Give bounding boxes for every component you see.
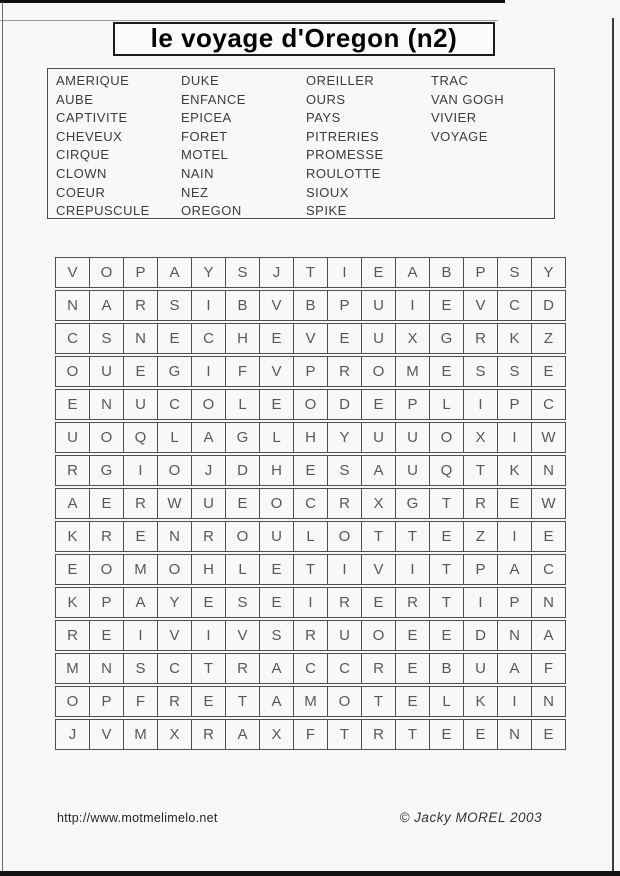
grid-cell: V [259,290,293,321]
grid-cell: J [55,719,89,750]
grid-cell: E [123,356,157,387]
grid-cell: E [429,620,463,651]
grid-cell: H [259,455,293,486]
grid-cell: I [327,257,361,288]
grid-cell: N [497,719,531,750]
word-column [306,72,431,221]
word: CREPUSCULE [56,203,150,219]
grid-cell: E [55,554,89,585]
grid-cell: N [531,587,566,618]
scan-edge-bottom [0,871,620,876]
word: EPICEA [181,110,232,126]
letter-grid-body [55,257,566,750]
grid-cell: L [157,422,191,453]
word: TRAC [431,73,469,88]
grid-cell: N [123,323,157,354]
grid-cell: P [89,686,123,717]
grid-cell: N [497,620,531,651]
grid-cell: B [225,290,259,321]
grid-cell: C [531,389,566,420]
grid-cell: E [259,389,293,420]
grid-row [55,257,566,288]
grid-cell: C [157,653,191,684]
grid-cell: C [157,389,191,420]
word: VOYAGE [431,128,488,144]
grid-cell: G [157,356,191,387]
website-url: http://www.motmelimelo.net [57,811,218,825]
word: NEZ [181,184,209,200]
grid-cell: L [429,686,463,717]
scan-edge-top [0,0,505,3]
grid-cell: H [293,422,327,453]
grid-cell: N [531,686,566,717]
grid-cell: P [89,587,123,618]
grid-cell: G [225,422,259,453]
grid-cell: A [497,653,531,684]
word: VIVIER [431,110,477,126]
grid-cell: L [293,521,327,552]
word: CIRQUE [56,147,110,163]
grid-cell: L [225,389,259,420]
grid-cell: A [225,719,259,750]
grid-cell: K [55,521,89,552]
scan-edge-left [2,2,3,871]
grid-cell: R [361,653,395,684]
word: COEUR [56,184,106,200]
grid-cell: V [55,257,89,288]
grid-cell: U [89,356,123,387]
grid-cell: S [259,620,293,651]
grid-cell: U [395,422,429,453]
grid-cell: J [259,257,293,288]
grid-cell: E [497,488,531,519]
grid-cell: O [327,686,361,717]
grid-cell: V [157,620,191,651]
grid-cell: R [463,323,497,354]
grid-cell: O [429,422,463,453]
grid-cell: E [191,587,225,618]
grid-cell: A [89,290,123,321]
grid-cell: R [123,488,157,519]
grid-row [55,653,566,684]
grid-cell: S [497,257,531,288]
grid-cell: C [531,554,566,585]
grid-cell: T [293,257,327,288]
grid-cell: E [429,521,463,552]
grid-cell: T [429,488,463,519]
grid-cell: O [55,356,89,387]
grid-cell: E [89,488,123,519]
grid-cell: R [395,587,429,618]
grid-row [55,389,566,420]
grid-cell: E [123,521,157,552]
grid-cell: P [497,587,531,618]
grid-cell: K [463,686,497,717]
grid-cell: H [191,554,225,585]
grid-cell: A [395,257,429,288]
grid-cell: I [395,554,429,585]
grid-cell: N [89,389,123,420]
grid-row [55,290,566,321]
word-list-box [47,68,555,219]
grid-cell: P [497,389,531,420]
grid-cell: O [259,488,293,519]
grid-cell: E [259,587,293,618]
grid-cell: E [293,455,327,486]
grid-cell: E [157,323,191,354]
grid-cell: U [191,488,225,519]
grid-row [55,587,566,618]
grid-cell: E [429,356,463,387]
grid-cell: D [225,455,259,486]
grid-cell: S [123,653,157,684]
grid-cell: O [361,356,395,387]
grid-cell: T [225,686,259,717]
grid-cell: E [429,290,463,321]
grid-cell: E [259,323,293,354]
grid-cell: O [89,554,123,585]
scan-artifact-line [0,20,498,21]
grid-cell: I [497,686,531,717]
grid-cell: D [327,389,361,420]
grid-cell: I [123,455,157,486]
grid-cell: R [191,521,225,552]
grid-cell: U [55,422,89,453]
word: PAYS [306,110,341,126]
word: CHEVEUX [56,128,123,144]
grid-cell: I [463,389,497,420]
grid-cell: A [531,620,566,651]
grid-cell: T [361,686,395,717]
grid-cell: E [191,686,225,717]
grid-cell: E [531,521,566,552]
word: VAN GOGH [431,91,505,107]
grid-cell: V [225,620,259,651]
grid-cell: M [293,686,327,717]
scan-edge-right [612,18,614,871]
grid-cell: U [395,455,429,486]
grid-cell: O [89,422,123,453]
grid-cell: I [191,620,225,651]
grid-cell: O [157,455,191,486]
page-title: le voyage d'Oregon (n2) [150,23,458,53]
grid-cell: S [497,356,531,387]
grid-row [55,422,566,453]
grid-cell: D [531,290,566,321]
grid-row [55,686,566,717]
grid-cell: S [463,356,497,387]
word: SIOUX [306,184,349,200]
grid-cell: T [463,455,497,486]
grid-cell: M [55,653,89,684]
grid-cell: N [157,521,191,552]
grid-cell: K [55,587,89,618]
grid-cell: I [191,290,225,321]
grid-cell: W [531,488,566,519]
grid-cell: A [497,554,531,585]
word-list [48,69,554,221]
grid-cell: T [327,719,361,750]
grid-cell: R [293,620,327,651]
grid-cell: R [361,719,395,750]
grid-cell: Z [463,521,497,552]
grid-cell: C [293,488,327,519]
grid-cell: E [463,719,497,750]
grid-cell: A [259,653,293,684]
grid-cell: R [463,488,497,519]
word: FORET [181,128,228,144]
grid-cell: G [395,488,429,519]
grid-cell: E [361,587,395,618]
grid-cell: I [293,587,327,618]
grid-cell: I [123,620,157,651]
grid-cell: T [191,653,225,684]
grid-cell: A [157,257,191,288]
grid-cell: M [123,554,157,585]
grid-cell: K [497,323,531,354]
grid-cell: Y [157,587,191,618]
grid-cell: N [531,455,566,486]
grid-cell: K [497,455,531,486]
grid-cell: U [463,653,497,684]
grid-cell: Y [191,257,225,288]
grid-cell: S [225,587,259,618]
grid-cell: P [463,554,497,585]
grid-cell: A [361,455,395,486]
grid-cell: E [89,620,123,651]
grid-cell: V [361,554,395,585]
grid-cell: X [361,488,395,519]
grid-cell: X [157,719,191,750]
grid-cell: R [225,653,259,684]
grid-cell: M [123,719,157,750]
grid-cell: C [55,323,89,354]
word: PROMESSE [306,147,384,163]
footer [0,810,620,825]
grid-row [55,323,566,354]
grid-cell: D [463,620,497,651]
grid-cell: R [55,455,89,486]
grid-cell: N [89,653,123,684]
grid-cell: E [361,389,395,420]
grid-cell: O [225,521,259,552]
grid-cell: S [327,455,361,486]
grid-cell: R [327,356,361,387]
grid-cell: V [293,323,327,354]
grid-cell: V [463,290,497,321]
grid-cell: O [157,554,191,585]
grid-cell: R [191,719,225,750]
word: DUKE [181,73,220,88]
grid-cell: A [191,422,225,453]
grid-cell: V [259,356,293,387]
grid-cell: Z [531,323,566,354]
grid-cell: P [327,290,361,321]
word: PITRERIES [306,128,380,144]
grid-cell: Y [531,257,566,288]
grid-cell: P [395,389,429,420]
grid-cell: B [429,653,463,684]
word: AMERIQUE [56,73,130,88]
grid-cell: P [463,257,497,288]
grid-cell: R [157,686,191,717]
grid-cell: H [225,323,259,354]
grid-cell: E [361,257,395,288]
grid-cell: L [429,389,463,420]
grid-cell: I [191,356,225,387]
grid-row [55,455,566,486]
grid-cell: J [191,455,225,486]
grid-cell: E [327,323,361,354]
grid-cell: S [225,257,259,288]
grid-cell: C [497,290,531,321]
word: MOTEL [181,147,229,163]
grid-cell: L [259,422,293,453]
grid-cell: R [327,488,361,519]
grid-cell: R [55,620,89,651]
grid-cell: V [89,719,123,750]
grid-cell: U [123,389,157,420]
grid-cell: T [395,719,429,750]
grid-cell: I [327,554,361,585]
grid-cell: E [225,488,259,519]
grid-cell: E [395,653,429,684]
grid-row [55,554,566,585]
grid-cell: I [497,521,531,552]
grid-row [55,356,566,387]
word-column [431,72,554,221]
grid-cell: C [191,323,225,354]
grid-row [55,620,566,651]
grid-cell: S [157,290,191,321]
word: NAIN [181,165,215,181]
grid-cell: B [293,290,327,321]
grid-cell: E [55,389,89,420]
grid-cell: G [89,455,123,486]
word: OREGON [181,203,242,219]
grid-cell: U [361,323,395,354]
grid-cell: X [259,719,293,750]
grid-cell: E [259,554,293,585]
grid-cell: U [361,290,395,321]
grid-cell: E [429,719,463,750]
grid-cell: W [531,422,566,453]
grid-cell: O [293,389,327,420]
word: CAPTIVITE [56,110,128,126]
grid-row [55,488,566,519]
grid-cell: Y [327,422,361,453]
grid-cell: Q [123,422,157,453]
grid-cell: E [395,620,429,651]
grid-cell: E [395,686,429,717]
grid-cell: R [327,587,361,618]
grid-cell: I [463,587,497,618]
title-box [113,22,495,56]
word-column [56,72,181,221]
grid-cell: F [293,719,327,750]
grid-cell: I [395,290,429,321]
grid-cell: T [395,521,429,552]
grid-cell: T [361,521,395,552]
grid-cell: L [225,554,259,585]
grid-cell: A [123,587,157,618]
grid-cell: R [89,521,123,552]
word-column [181,72,306,221]
grid-cell: O [361,620,395,651]
grid-cell: T [293,554,327,585]
grid-cell: E [531,356,566,387]
word: CLOWN [56,165,107,181]
grid-cell: I [497,422,531,453]
grid-cell: W [157,488,191,519]
grid-cell: N [55,290,89,321]
grid-row [55,719,566,750]
grid-cell: O [327,521,361,552]
copyright-text: © Jacky MOREL 2003 [399,810,542,825]
grid-cell: B [429,257,463,288]
grid-cell: O [89,257,123,288]
grid-cell: C [327,653,361,684]
grid-row [55,521,566,552]
grid-cell: U [259,521,293,552]
grid-cell: A [259,686,293,717]
grid-cell: P [123,257,157,288]
grid-cell: P [293,356,327,387]
grid-cell: A [55,488,89,519]
grid-cell: R [123,290,157,321]
grid-cell: G [429,323,463,354]
grid-cell: T [429,554,463,585]
grid-cell: F [225,356,259,387]
grid-cell: M [395,356,429,387]
grid-cell: U [327,620,361,651]
grid-cell: F [531,653,566,684]
grid-cell: T [429,587,463,618]
grid-cell: E [531,719,566,750]
grid-cell: O [191,389,225,420]
word: OREILLER [306,73,375,88]
word: AUBE [56,91,94,107]
grid-cell: X [395,323,429,354]
grid-cell: Q [429,455,463,486]
grid-cell: U [361,422,395,453]
letter-grid [55,255,566,752]
word: ROULOTTE [306,165,381,181]
grid-cell: O [55,686,89,717]
grid-cell: S [89,323,123,354]
grid-cell: C [293,653,327,684]
word: OURS [306,91,346,107]
word: SPIKE [306,203,347,219]
grid-cell: F [123,686,157,717]
grid-cell: X [463,422,497,453]
word: ENFANCE [181,91,246,107]
